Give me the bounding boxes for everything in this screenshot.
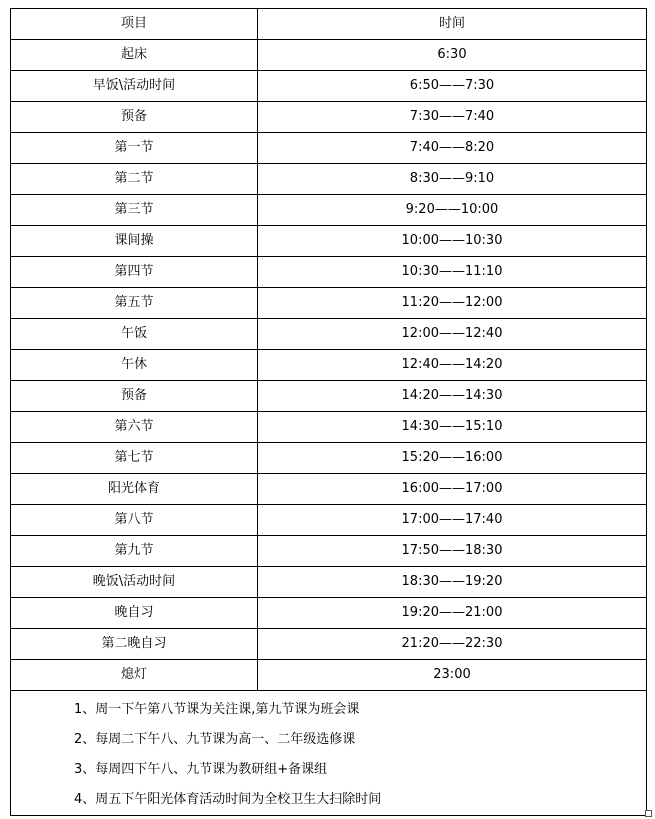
row-item-cell: 第二晚自习 xyxy=(11,629,258,660)
note-line: 1、周一下午第八节课为关注课,第九节课为班会课 xyxy=(74,702,360,717)
row-time-cell: 21:20——22:30 xyxy=(258,629,647,660)
row-item-cell: 预备 xyxy=(11,102,258,133)
row-time-cell: 10:30——11:10 xyxy=(258,257,647,288)
row-time-cell: 16:00——17:00 xyxy=(258,474,647,505)
row-item-cell: 第四节 xyxy=(11,257,258,288)
row-time-cell: 6:50——7:30 xyxy=(258,71,647,102)
row-time-cell: 10:00——10:30 xyxy=(258,226,647,257)
table-row xyxy=(11,381,647,412)
row-time-cell: 12:40——14:20 xyxy=(258,350,647,381)
row-item-cell: 第八节 xyxy=(11,505,258,536)
row-time-cell: 9:20——10:00 xyxy=(258,195,647,226)
row-item-cell: 第一节 xyxy=(11,133,258,164)
header-item: 项目 xyxy=(11,9,258,40)
row-time-cell: 11:20——12:00 xyxy=(258,288,647,319)
schedule-table xyxy=(10,8,647,816)
table-row xyxy=(11,133,647,164)
table-row xyxy=(11,567,647,598)
row-time-cell: 15:20——16:00 xyxy=(258,443,647,474)
note-line: 2、每周二下午八、九节课为高一、二年级选修课 xyxy=(74,732,356,747)
row-item-cell: 第七节 xyxy=(11,443,258,474)
notes-cell xyxy=(11,691,647,816)
table-row xyxy=(11,629,647,660)
table-row xyxy=(11,660,647,691)
row-item-cell: 预备 xyxy=(11,381,258,412)
schedule-body xyxy=(11,9,647,816)
row-item-cell: 阳光体育 xyxy=(11,474,258,505)
row-time-cell: 12:00——12:40 xyxy=(258,319,647,350)
note-line: 4、周五下午阳光体育活动时间为全校卫生大扫除时间 xyxy=(74,792,382,807)
note-line: 3、每周四下午八、九节课为教研组+备课组 xyxy=(74,762,328,777)
row-time-cell: 7:40——8:20 xyxy=(258,133,647,164)
header-row xyxy=(11,9,647,40)
table-row xyxy=(11,319,647,350)
corner-marker xyxy=(645,810,652,817)
row-item-cell: 熄灯 xyxy=(11,660,258,691)
table-row xyxy=(11,598,647,629)
row-time-cell: 19:20——21:00 xyxy=(258,598,647,629)
table-row xyxy=(11,71,647,102)
table-row xyxy=(11,40,647,71)
row-item-cell: 早饭\活动时间 xyxy=(11,71,258,102)
row-time-cell: 17:00——17:40 xyxy=(258,505,647,536)
table-row xyxy=(11,226,647,257)
row-time-cell: 6:30 xyxy=(258,40,647,71)
row-time-cell: 7:30——7:40 xyxy=(258,102,647,133)
table-row xyxy=(11,164,647,195)
table-row xyxy=(11,536,647,567)
row-item-cell: 第九节 xyxy=(11,536,258,567)
row-item-cell: 课间操 xyxy=(11,226,258,257)
table-row xyxy=(11,195,647,226)
row-item-cell: 第六节 xyxy=(11,412,258,443)
row-item-cell: 晚自习 xyxy=(11,598,258,629)
row-time-cell: 23:00 xyxy=(258,660,647,691)
table-row xyxy=(11,102,647,133)
table-row xyxy=(11,474,647,505)
row-item-cell: 午饭 xyxy=(11,319,258,350)
table-row xyxy=(11,288,647,319)
row-time-cell: 17:50——18:30 xyxy=(258,536,647,567)
row-item-cell: 第三节 xyxy=(11,195,258,226)
row-item-cell: 起床 xyxy=(11,40,258,71)
row-item-cell: 第五节 xyxy=(11,288,258,319)
table-row xyxy=(11,505,647,536)
header-time: 时间 xyxy=(258,9,647,40)
row-item-cell: 晚饭\活动时间 xyxy=(11,567,258,598)
row-time-cell: 8:30——9:10 xyxy=(258,164,647,195)
table-row xyxy=(11,443,647,474)
row-time-cell: 18:30——19:20 xyxy=(258,567,647,598)
row-item-cell: 午休 xyxy=(11,350,258,381)
row-time-cell: 14:30——15:10 xyxy=(258,412,647,443)
table-row xyxy=(11,412,647,443)
table-row xyxy=(11,257,647,288)
notes-row xyxy=(11,691,647,816)
row-item-cell: 第二节 xyxy=(11,164,258,195)
table-row xyxy=(11,350,647,381)
row-time-cell: 14:20——14:30 xyxy=(258,381,647,412)
